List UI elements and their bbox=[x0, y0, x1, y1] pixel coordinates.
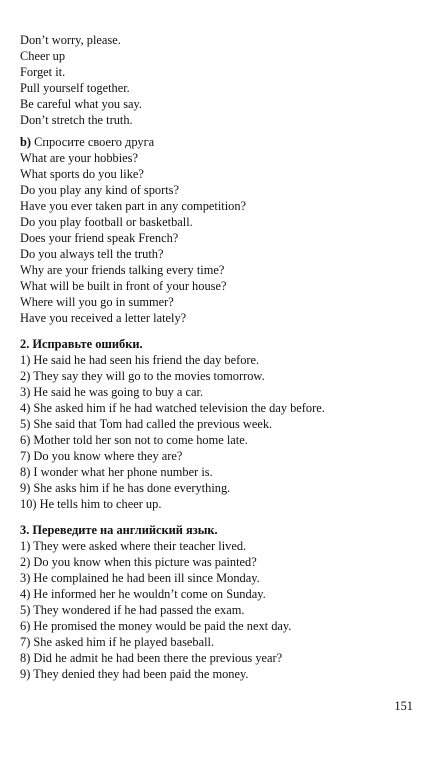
section-b bbox=[20, 134, 420, 326]
list-item: 6) Mother told her son not to come home late. bbox=[20, 433, 248, 447]
text-line: Do you always tell the truth? bbox=[20, 247, 164, 261]
list-item: 1) They were asked where their teacher lived. bbox=[20, 539, 247, 553]
section-b-label: b) bbox=[20, 135, 32, 149]
text-line: Forget it. bbox=[20, 65, 66, 79]
text-line: Does your friend speak French? bbox=[20, 231, 179, 245]
exercise-3 bbox=[20, 522, 420, 682]
list-item: 7) She asked him if he played baseball. bbox=[20, 635, 215, 649]
exercise-2 bbox=[20, 336, 420, 512]
list-item: 8) I wonder what her phone number is. bbox=[20, 465, 213, 479]
text-line: Have you ever taken part in any competition? bbox=[20, 199, 247, 213]
page-number: 151 bbox=[394, 699, 413, 713]
list-item: 5) She said that Tom had called the previous week. bbox=[20, 417, 273, 431]
list-item: 2) Do you know when this picture was painted? bbox=[20, 555, 257, 569]
list-item: 3) He said he was going to buy a car. bbox=[20, 385, 204, 399]
exercise-2-heading: 2. Исправьте ошибки. bbox=[20, 337, 143, 351]
list-item: 7) Do you know where they are? bbox=[20, 449, 183, 463]
text-line: Cheer up bbox=[20, 49, 66, 63]
text-line: Have you received a letter lately? bbox=[20, 311, 187, 325]
spacer bbox=[20, 326, 420, 336]
text-line: Be careful what you say. bbox=[20, 97, 143, 111]
text-line: What will be built in front of your house? bbox=[20, 279, 227, 293]
text-line: Do you play football or basketball. bbox=[20, 215, 193, 229]
text-line: Don’t worry, please. bbox=[20, 33, 121, 47]
section-a-tail bbox=[20, 32, 420, 128]
text-line: Do you play any kind of sports? bbox=[20, 183, 179, 197]
section-b-title: Спросите своего друга bbox=[34, 135, 155, 149]
list-item: 4) She asked him if he had watched television the day before. bbox=[20, 401, 325, 415]
text-line: Don’t stretch the truth. bbox=[20, 113, 133, 127]
exercise-3-heading: 3. Переведите на английский язык. bbox=[20, 523, 218, 537]
list-item: 3) He complained he had been ill since Monday. bbox=[20, 571, 260, 585]
list-item: 10) He tells him to cheer up. bbox=[20, 497, 162, 511]
spacer bbox=[20, 512, 420, 522]
list-item: 4) He informed her he wouldn’t come on Sunday. bbox=[20, 587, 266, 601]
list-item: 6) He promised the money would be paid the next day. bbox=[20, 619, 292, 633]
list-item: 2) They say they will go to the movies tomorrow. bbox=[20, 369, 265, 383]
page-content bbox=[20, 32, 420, 682]
list-item: 5) They wondered if he had passed the exam. bbox=[20, 603, 245, 617]
list-item: 9) They denied they had been paid the money. bbox=[20, 667, 249, 681]
section-b-title-line bbox=[20, 134, 420, 150]
text-line: What are your hobbies? bbox=[20, 151, 139, 165]
list-item: 1) He said he had seen his friend the day before. bbox=[20, 353, 260, 367]
text-line: What sports do you like? bbox=[20, 167, 144, 181]
text-line: Why are your friends talking every time? bbox=[20, 263, 225, 277]
list-item: 9) She asks him if he has done everything. bbox=[20, 481, 231, 495]
text-line: Where will you go in summer? bbox=[20, 295, 174, 309]
list-item: 8) Did he admit he had been there the previous year? bbox=[20, 651, 283, 665]
text-line: Pull yourself together. bbox=[20, 81, 130, 95]
